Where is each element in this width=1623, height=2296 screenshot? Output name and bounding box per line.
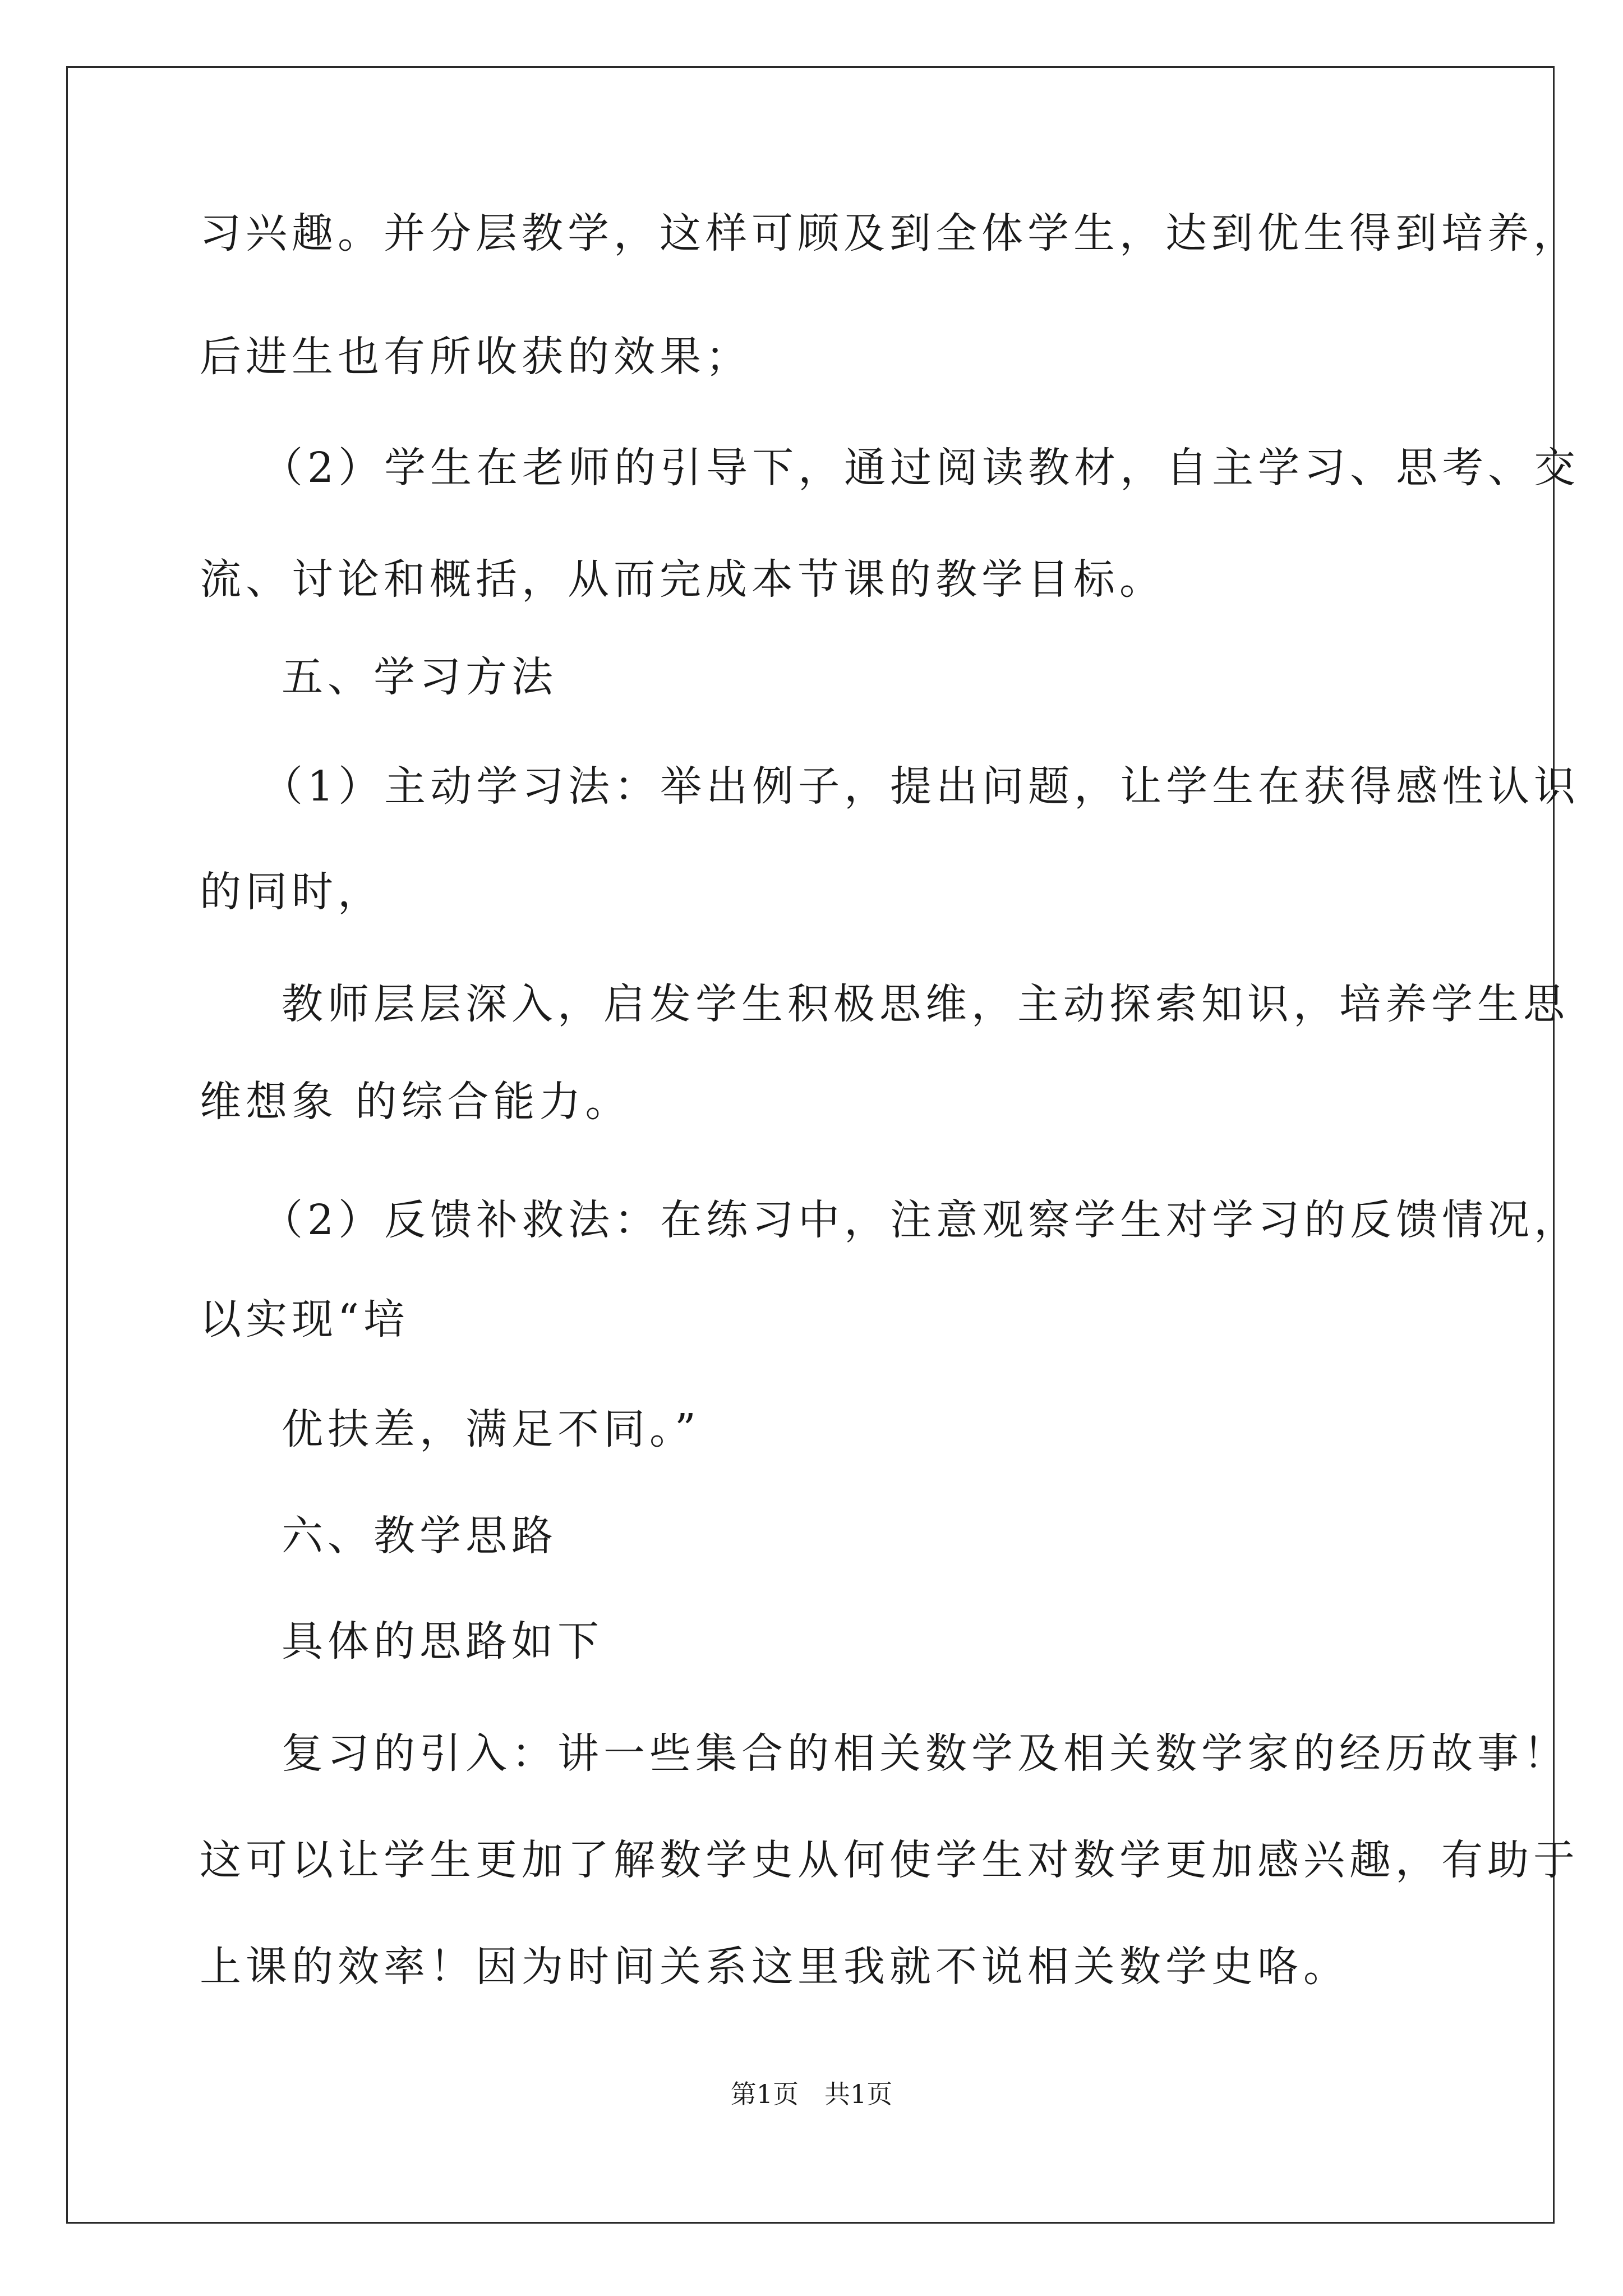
page-footer (0, 2077, 1623, 2111)
text-line: 后进生也有所收获的效果； (200, 333, 751, 381)
text-line: 以实现“培 (200, 1295, 409, 1343)
text-line: 的同时， (200, 868, 384, 916)
text-line: （2）学生在老师的引导下，通过阅读教材，自主学习、思考、交 (261, 444, 1580, 492)
page-total: 共1页 (824, 2079, 893, 2109)
text-line: （1）主动学习法：举出例子，提出问题，让学生在获得感性认识 (261, 762, 1580, 811)
section-heading: 五、学习方法 (282, 653, 557, 701)
text-line: 教师层层深入，启发学生积极思维，主动探索知识，培养学生思 (282, 980, 1569, 1028)
section-heading: 六、教学思路 (282, 1512, 557, 1560)
text-line: 这可以让学生更加了解数学史从何使学生对数学更加感兴趣，有助于 (200, 1836, 1579, 1884)
text-line: 习兴趣。并分层教学，这样可顾及到全体学生，达到优生得到培养， (200, 209, 1579, 257)
text-line: 流、讨论和概括，从而完成本节课的教学目标。 (200, 555, 1165, 604)
text-line: 复习的引入：讲一些集合的相关数学及相关数学家的经历故事！ (282, 1729, 1569, 1778)
text-line: 优扶差，满足不同。” (282, 1405, 700, 1453)
page-number: 第1页 (730, 2079, 799, 2109)
text-line: （2）反馈补救法：在练习中，注意观察学生对学习的反馈情况， (261, 1196, 1580, 1244)
text-line: 上课的效率！因为时间关系这里我就不说相关数学史咯。 (200, 1943, 1349, 1991)
text-line: 具体的思路如下 (282, 1617, 603, 1665)
text-line: 维想象 的综合能力。 (200, 1078, 631, 1126)
